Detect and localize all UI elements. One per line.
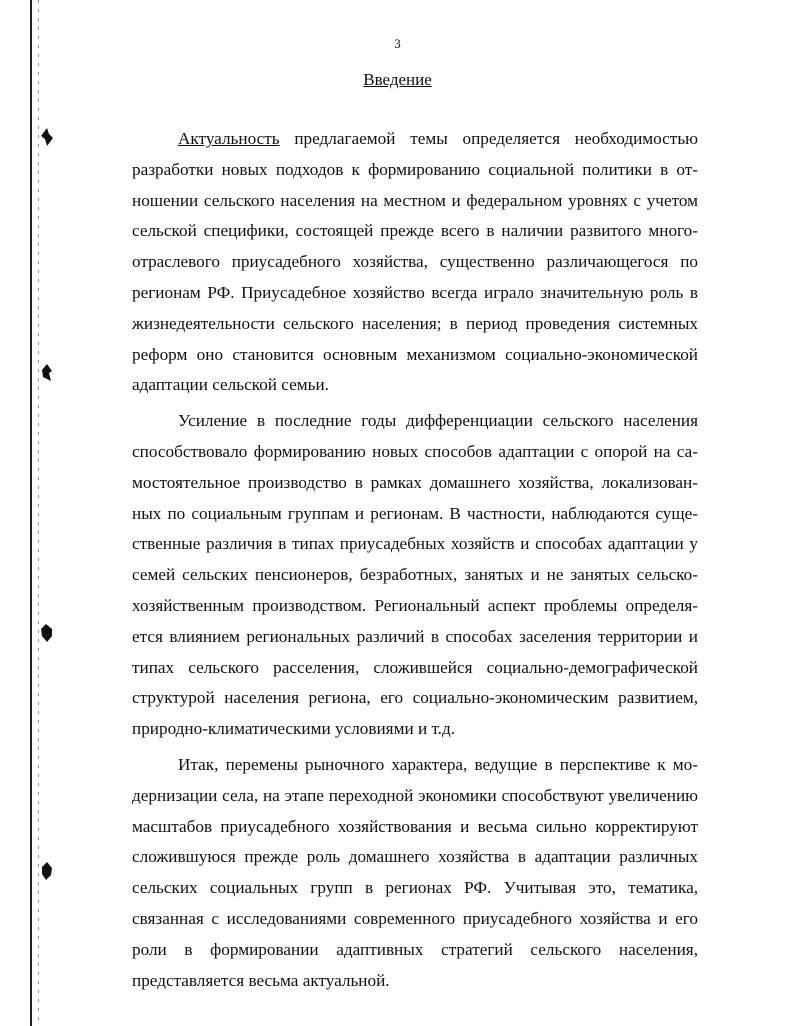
- binding-punch-mark: [40, 128, 54, 146]
- body-text: [132, 124, 698, 1001]
- scan-binding-dotted-edge: [38, 0, 39, 1026]
- page-number: 3: [394, 36, 401, 51]
- binding-punch-mark: [40, 624, 54, 642]
- paragraph-relevance-text: предлагаемой темы определяется необходимостью разработки новых подходов к формированию социальной политики в отношении сельского населения на местном и федеральном уровнях с учетом сельской специфики, состоящей прежде всего в наличии развитого многоотраслевого приусадебного хозяйства, существенно различающегося по регионам РФ. Приусадебное хозяйство всегда играло значительную роль в жизнедеятельности сельского населения; в период проведения системных реформ оно становится основным механизмом социально-экономической адаптации сельской семьи.: [132, 129, 698, 395]
- relevance-term: Актуальность: [178, 129, 280, 148]
- paragraph-relevance: [132, 124, 698, 401]
- binding-punch-mark: [40, 364, 54, 382]
- paragraph-differentiation: Усиление в последние годы дифференциации сельского населения способствовало формированию новых способов адаптации с опорой на самостоятельное производство в рамках домашнего хозяйства, локализованных по социальным группам и регионам. В частности, наблюдаются существенные различия в типах приусадебных хозяйств и способах адаптации у семей сельских пенсионеров, безработных, занятых и не занятых сельскохозяйственным производством. Региональный аспект проблемы определяется влиянием региональных различий в способах заселения территории и типах сельского расселения, сложившейся социально-демографической структурой населения региона, его социально-экономическим развитием, природно-климатическими условиями и т.д.: [132, 411, 698, 739]
- paragraph-conclusion: Итак, перемены рыночного характера, ведущие в перспективе к модернизации села, на этапе переходной экономики способствуют увеличению масштабов приусадебного хозяйствования и весьма сильно корректируют сложившуюся прежде роль домашнего хозяйства в адаптации различных сельских социальных групп в регионах РФ. Учитывая это, тематика, связанная с исследованиями современного приусадебного хозяйства и его роли в формировании адаптивных стратегий сельского населения, представляется весьма актуальной.: [132, 754, 698, 990]
- binding-punch-mark: [40, 862, 54, 880]
- section-heading: Введение: [363, 70, 432, 89]
- scan-binding-edge: [30, 0, 32, 1026]
